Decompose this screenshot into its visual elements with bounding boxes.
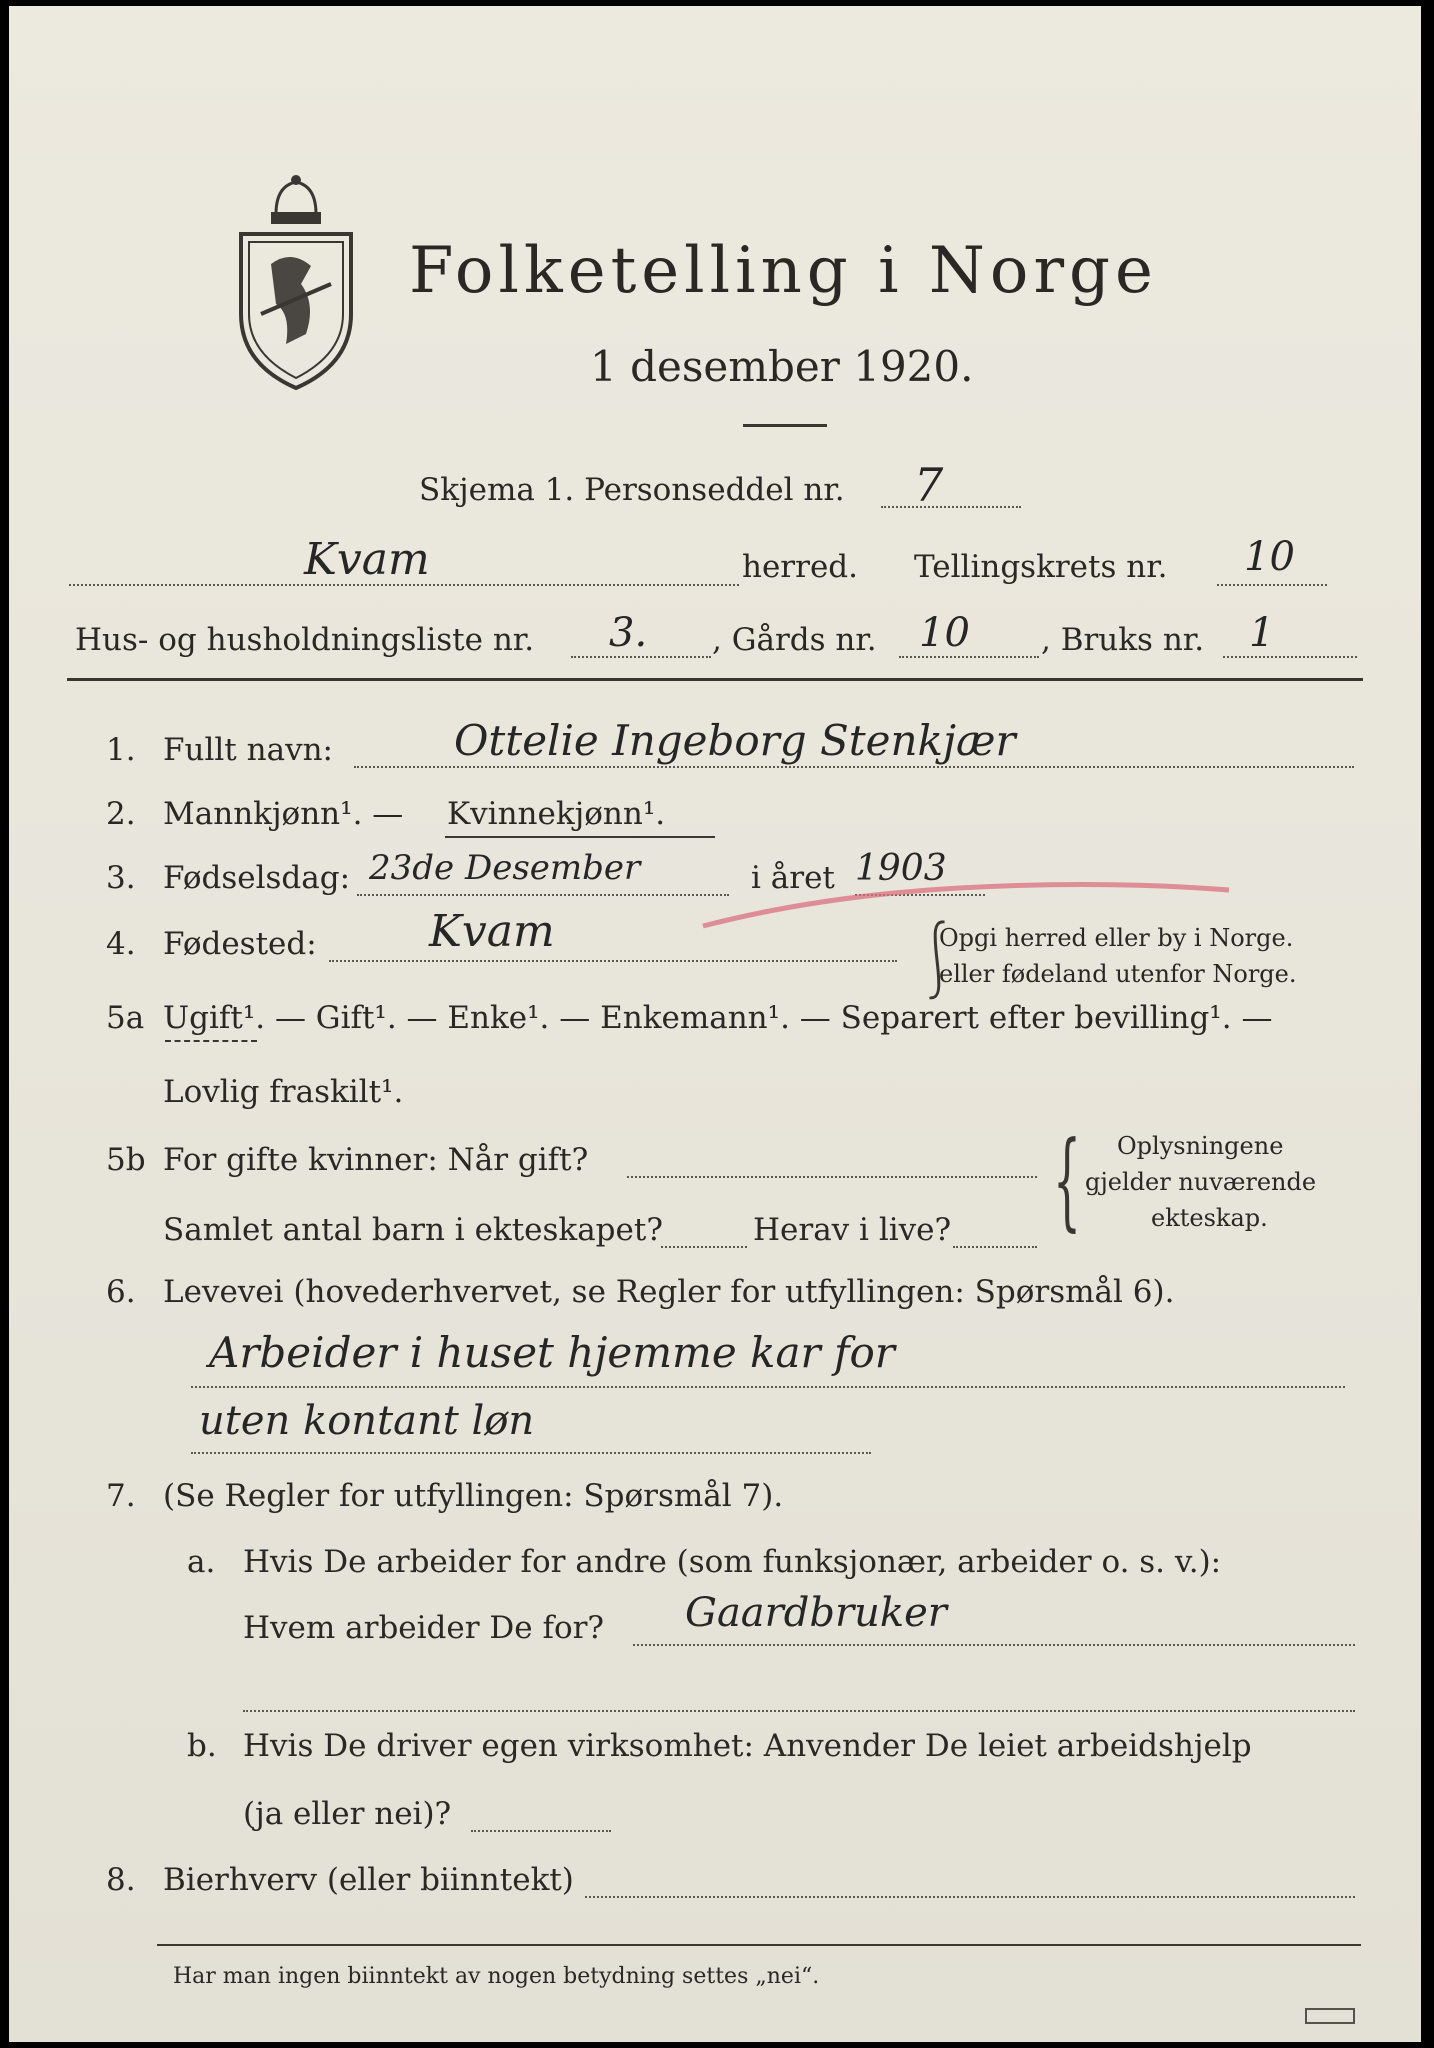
birthday-field[interactable] bbox=[357, 894, 729, 896]
q7-label: (Se Regler for utfyllingen: Spørsmål 7). bbox=[163, 1478, 784, 1514]
married-when-label: For gifte kvinner: Når gift? bbox=[163, 1142, 589, 1178]
q1-label: Fullt navn: bbox=[163, 732, 333, 768]
employer-label: Hvem arbeider De for? bbox=[243, 1610, 605, 1646]
gards-value: 10 bbox=[919, 610, 970, 656]
occupation-field-1[interactable] bbox=[191, 1386, 1345, 1388]
marriage-note-2: gjelder nuværende bbox=[1085, 1168, 1317, 1196]
occupation-field-2[interactable] bbox=[191, 1452, 871, 1454]
norwegian-coat-of-arms-icon bbox=[231, 174, 361, 392]
birthplace-note-1: Opgi herred eller by i Norge. bbox=[939, 924, 1294, 952]
birth-year-label: i året bbox=[751, 860, 835, 896]
birthplace-value: Kvam bbox=[429, 906, 555, 957]
q7a-letter: a. bbox=[187, 1544, 216, 1580]
female-underline-mark bbox=[445, 836, 715, 838]
ugift-underline-mark bbox=[165, 1040, 257, 1042]
footer-separator bbox=[157, 1944, 1361, 1946]
hus-field[interactable] bbox=[571, 656, 711, 658]
schema-nr-field[interactable] bbox=[881, 506, 1021, 508]
q7-number: 7. bbox=[106, 1478, 136, 1514]
children-total-label: Samlet antal barn i ekteskapet? bbox=[163, 1212, 663, 1248]
schema-label: Skjema 1. Personseddel nr. bbox=[419, 472, 845, 508]
q4-label: Fødested: bbox=[163, 926, 317, 962]
q3-number: 3. bbox=[106, 860, 136, 896]
employer-value: Gaardbruker bbox=[685, 1590, 947, 1636]
q3-label: Fødselsdag: bbox=[163, 860, 351, 896]
occupation-answer-1: Arbeider i huset hjemme kar for bbox=[209, 1328, 895, 1377]
q7b-letter: b. bbox=[187, 1728, 217, 1764]
birthplace-note-2: eller fødeland utenfor Norge. bbox=[939, 960, 1297, 988]
children-total-field[interactable] bbox=[661, 1246, 747, 1248]
bruks-label: , Bruks nr. bbox=[1041, 622, 1205, 658]
birth-year-value: 1903 bbox=[855, 848, 947, 889]
hired-help-field[interactable] bbox=[471, 1830, 611, 1832]
hus-label: Hus- og husholdningsliste nr. bbox=[75, 622, 535, 658]
header-separator bbox=[67, 678, 1363, 681]
marital-status-options[interactable]: Ugift¹. — Gift¹. — Enke¹. — Enkemann¹. — Separert efter bevilling¹. — bbox=[163, 1000, 1273, 1036]
q4-number: 4. bbox=[106, 926, 136, 962]
full-name-field[interactable] bbox=[354, 766, 1354, 768]
title-divider bbox=[743, 424, 827, 427]
q2-number: 2. bbox=[106, 796, 136, 832]
employer-field[interactable] bbox=[633, 1644, 1355, 1646]
birthday-value: 23de Desember bbox=[369, 848, 641, 888]
herred-label: herred. bbox=[742, 549, 858, 585]
gards-field[interactable] bbox=[899, 656, 1039, 658]
marriage-note-1: Oplysningene bbox=[1117, 1132, 1284, 1160]
tellingskrets-field[interactable] bbox=[1217, 584, 1327, 586]
gards-label: , Gårds nr. bbox=[712, 622, 877, 658]
hus-value: 3. bbox=[609, 610, 648, 656]
occupation-answer-2: uten kontant løn bbox=[199, 1398, 535, 1444]
children-alive-field[interactable] bbox=[953, 1246, 1037, 1248]
male-option[interactable]: Mannkjønn¹. — bbox=[163, 796, 404, 832]
q5b-number: 5b bbox=[106, 1142, 146, 1178]
q7a-question: Hvis De arbeider for andre (som funksjonær, arbeider o. s. v.): bbox=[243, 1544, 1222, 1580]
q5a-number: 5a bbox=[106, 1000, 145, 1036]
footer-note: Har man ingen biinntekt av nogen betydning settes „nei“. bbox=[173, 1964, 820, 1989]
q6-label: Levevei (hovederhvervet, se Regler for utfyllingen: Spørsmål 6). bbox=[163, 1274, 1175, 1310]
bruks-value: 1 bbox=[1249, 610, 1275, 656]
corner-stamp-mark bbox=[1305, 2008, 1355, 2024]
census-date: 1 desember 1920. bbox=[590, 342, 974, 391]
married-when-field[interactable] bbox=[627, 1176, 1037, 1178]
side-income-field[interactable] bbox=[585, 1896, 1355, 1898]
tellingskrets-value: 10 bbox=[1244, 534, 1295, 580]
marriage-note-3: ekteskap. bbox=[1151, 1204, 1268, 1232]
employer-field-2[interactable] bbox=[243, 1710, 1355, 1712]
q8-label: Bierhverv (eller biinntekt) bbox=[163, 1862, 574, 1898]
schema-nr-value: 7 bbox=[914, 458, 944, 512]
q8-number: 8. bbox=[106, 1862, 136, 1898]
form-title: Folketelling i Norge bbox=[409, 234, 1158, 308]
herred-value: Kvam bbox=[304, 534, 430, 585]
birthplace-note-brace: ⎰ bbox=[917, 918, 957, 1006]
census-form-page bbox=[9, 6, 1421, 2042]
q1-number: 1. bbox=[106, 732, 136, 768]
bruks-field[interactable] bbox=[1223, 656, 1357, 658]
hired-help-label: (ja eller nei)? bbox=[243, 1796, 452, 1832]
female-option[interactable]: Kvinnekjønn¹. bbox=[447, 796, 666, 832]
tellingskrets-label: Tellingskrets nr. bbox=[914, 549, 1168, 585]
lovlig-fraskilt-option[interactable]: Lovlig fraskilt¹. bbox=[163, 1074, 404, 1110]
children-alive-label: Herav i live? bbox=[753, 1212, 952, 1248]
birthplace-field[interactable] bbox=[329, 960, 897, 962]
marriage-note-brace: { bbox=[1053, 1120, 1081, 1243]
q6-number: 6. bbox=[106, 1274, 136, 1310]
full-name-value: Ottelie Ingeborg Stenkjær bbox=[454, 716, 1016, 765]
q7b-question: Hvis De driver egen virksomhet: Anvender De leiet arbeidshjelp bbox=[243, 1728, 1252, 1764]
